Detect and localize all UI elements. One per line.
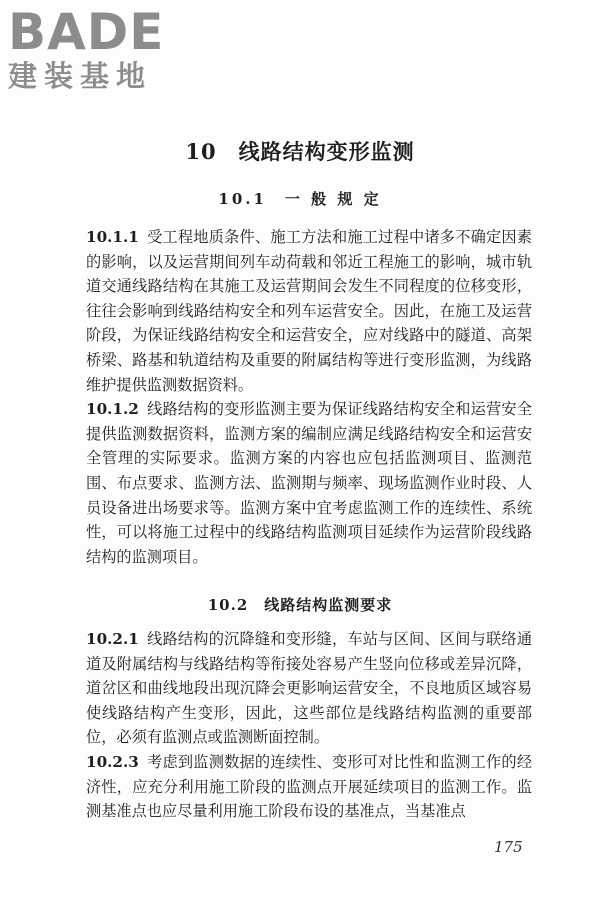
section-title-10-2: 10.2 线路结构监测要求 [207, 596, 393, 614]
clause-10-2-1 [86, 627, 532, 750]
clause-10-2-3 [86, 750, 532, 824]
page-number: 175 [494, 838, 523, 856]
clause-10-1-1 [86, 225, 532, 397]
section-body-10-2 [86, 627, 532, 824]
publisher-logo [8, 3, 165, 93]
clause-number: 10.2.1 [86, 630, 139, 648]
clause-number: 10.1.1 [86, 228, 139, 246]
clause-number: 10.2.3 [86, 752, 139, 771]
clause-text: 受工程地质条件、施工方法和施工过程中诸多不确定因素的影响，以及运营期间列车动荷载和邻近工程施工的影响，城市轨道交通线路结构在其施工及运营期间会发生不同程度的位移变形，往往会影响到线路结构安全和列车运营安全。因此，在施工及运营阶段，为保证线路结构安全和运营安全，应对线路中的隧道、高架桥梁、路基和轨道结构及重要的附属结构等进行变形监测，为线路维护提供监测数据资料。 [86, 228, 532, 394]
chapter-title: 10 线路结构变形监测 [185, 139, 415, 164]
logo-subtitle: 建装基地 [8, 59, 153, 93]
section-body-10-1 [86, 225, 532, 569]
section-title-10-1: 10.1 一 般 规 定 [218, 190, 382, 208]
clause-text: 线路结构的沉降缝和变形缝，车站与区间、区间与联络通道及附属结构与线路结构等衔接处容易产生竖向位移或差异沉降，道岔区和曲线地段出现沉降会更影响运营安全，不良地质区域容易使线路结构产生变形，因此，这些部位是线路结构监测的重要部位，必须有监测点或监测断面控制。 [86, 630, 532, 747]
logo-brand: BADE [8, 3, 165, 61]
clause-text: 考虑到监测数据的连续性、变形可对比性和监测工作的经济性，应充分利用施工阶段的监测点开展延续项目的监测工作。监测基准点也应尽量利用施工阶段布设的基准点，当基准点 [86, 752, 532, 821]
clause-number: 10.1.2 [86, 400, 139, 419]
clause-text: 线路结构的变形监测主要为保证线路结构安全和运营安全提供监测数据资料，监测方案的编制应满足线路结构安全和运营安全管理的实际要求。监测方案的内容也应包括监测项目、监测范围、布点要求、监测方法、监测期与频率、现场监测作业时段、人员设备进出场要求等。监测方案中宜考虑监测工作的连续性、系统性，可以将施工过程中的线路结构监测项目延续作为运营阶段线路结构的监测项目。 [86, 400, 532, 566]
clause-10-1-2 [86, 397, 532, 569]
